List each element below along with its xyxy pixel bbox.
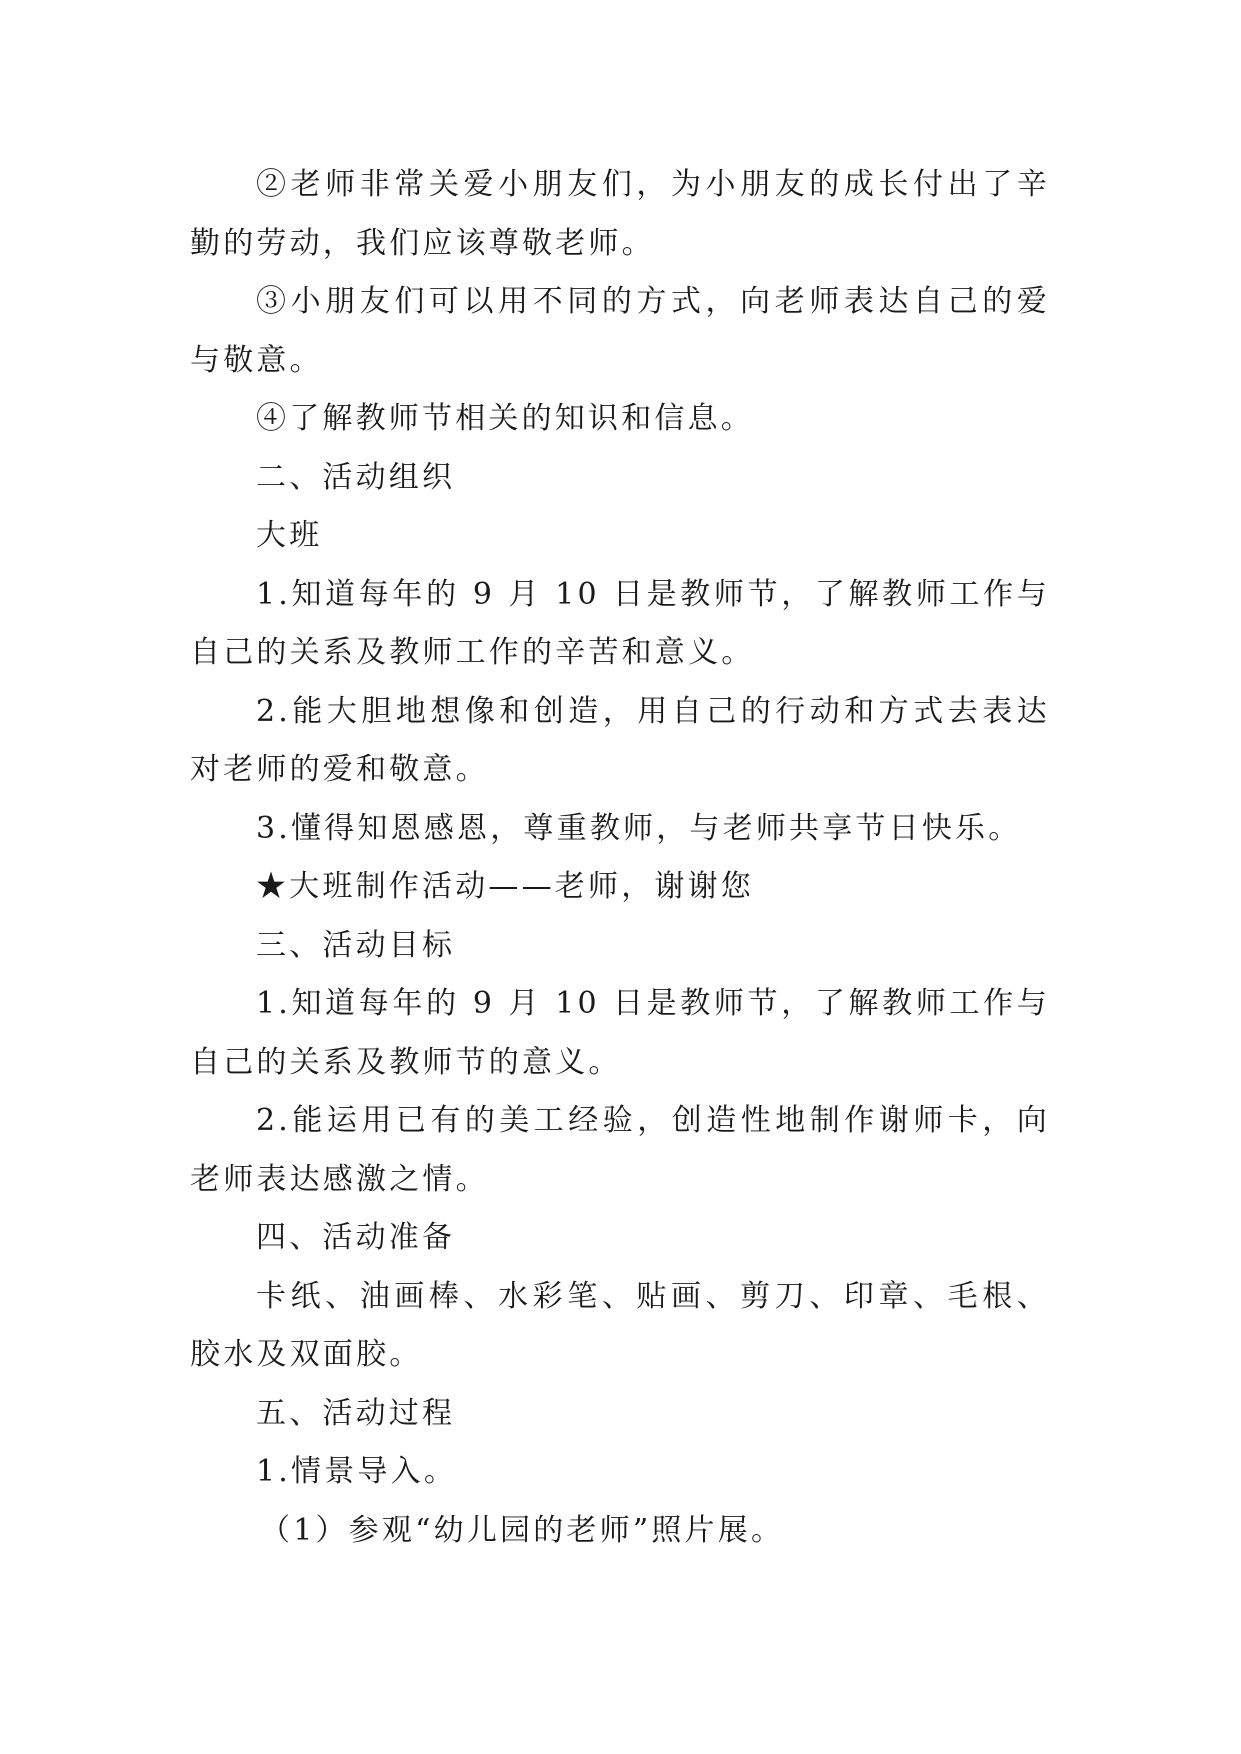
document-body — [190, 156, 1050, 1560]
section-heading-activity-goals: 三、活动目标 — [256, 927, 456, 963]
activity-title: ★大班制作活动——老师，谢谢您 — [256, 869, 754, 904]
list-item: 3.懂得知恩感恩，尊重教师，与老师共享节日快乐。 — [256, 810, 1022, 846]
subheading-senior-class: 大班 — [256, 518, 323, 553]
section-heading-activity-preparation: 四、活动准备 — [256, 1220, 456, 1255]
list-item: 2.能大胆地想像和创造，用自己的行动和方式去表达对老师的爱和敬意。 — [190, 693, 1050, 787]
paragraph-objective-3: ③小朋友们可以用不同的方式，向老师表达自己的爱与敬意。 — [190, 284, 1050, 378]
materials-paragraph: 卡纸、油画棒、水彩笔、贴画、剪刀、印章、毛根、胶水及双面胶。 — [190, 1278, 1050, 1372]
list-item: 1.知道每年的 9 月 10 日是教师节，了解教师工作与自己的关系及教师节的意义。 — [190, 986, 1050, 1080]
list-item: 1.知道每年的 9 月 10 日是教师节，了解教师工作与自己的关系及教师工作的辛苦和意义。 — [190, 576, 1050, 670]
list-item: （1）参观“幼儿园的老师”照片展。 — [260, 1512, 785, 1548]
section-heading-activity-organization: 二、活动组织 — [256, 459, 456, 495]
list-item: 2.能运用已有的美工经验，创造性地制作谢师卡，向老师表达感激之情。 — [190, 1103, 1050, 1197]
list-item: 1.情景导入。 — [256, 1454, 458, 1489]
section-heading-activity-process: 五、活动过程 — [256, 1395, 456, 1431]
paragraph-objective-2: ②老师非常关爱小朋友们，为小朋友的成长付出了辛勤的劳动，我们应该尊敬老师。 — [190, 167, 1050, 261]
paragraph-objective-4: ④了解教师节相关的知识和信息。 — [256, 401, 754, 436]
